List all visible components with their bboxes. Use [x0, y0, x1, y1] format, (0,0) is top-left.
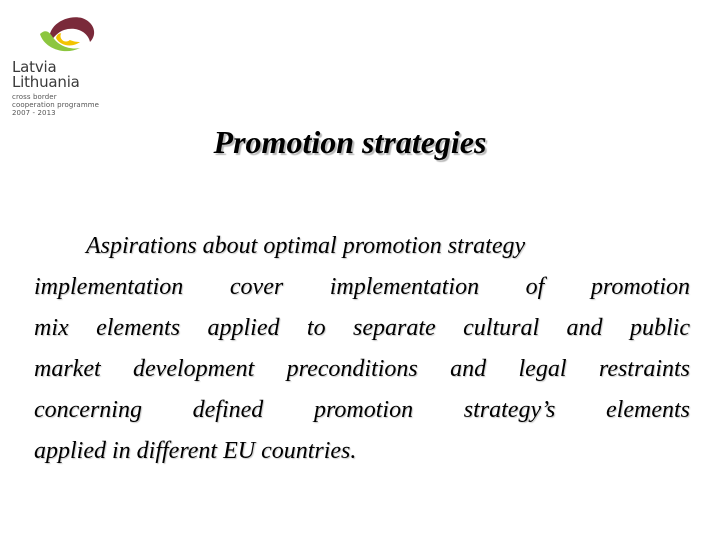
paragraph-line: applied in different EU countries. [34, 438, 357, 464]
paragraph-line: concerning defined promotion strategy’s elements [34, 397, 690, 423]
logo-swirl-icon [36, 12, 100, 56]
paragraph-line: Aspirations about optimal promotion strategy [86, 233, 526, 259]
logo-name-lithuania: Lithuania [12, 73, 80, 91]
slide-paragraph [34, 226, 690, 472]
latvia-lithuania-logo [8, 12, 108, 117]
paragraph-line: mix elements applied to separate cultural and public [34, 315, 690, 341]
paragraph-line: market development preconditions and legal restraints [34, 356, 690, 382]
logo-name-latvia: Latvia [12, 58, 57, 76]
logo-text [12, 60, 99, 117]
logo-subtitle-1: cross border [12, 93, 57, 101]
paragraph-line: implementation cover implementation of promotion [34, 274, 690, 300]
logo-subtitle-2: cooperation programme [12, 101, 100, 109]
slide-title: Promotion strategies [213, 124, 487, 160]
logo-subtitle-3: 2007 - 2013 [12, 109, 56, 117]
